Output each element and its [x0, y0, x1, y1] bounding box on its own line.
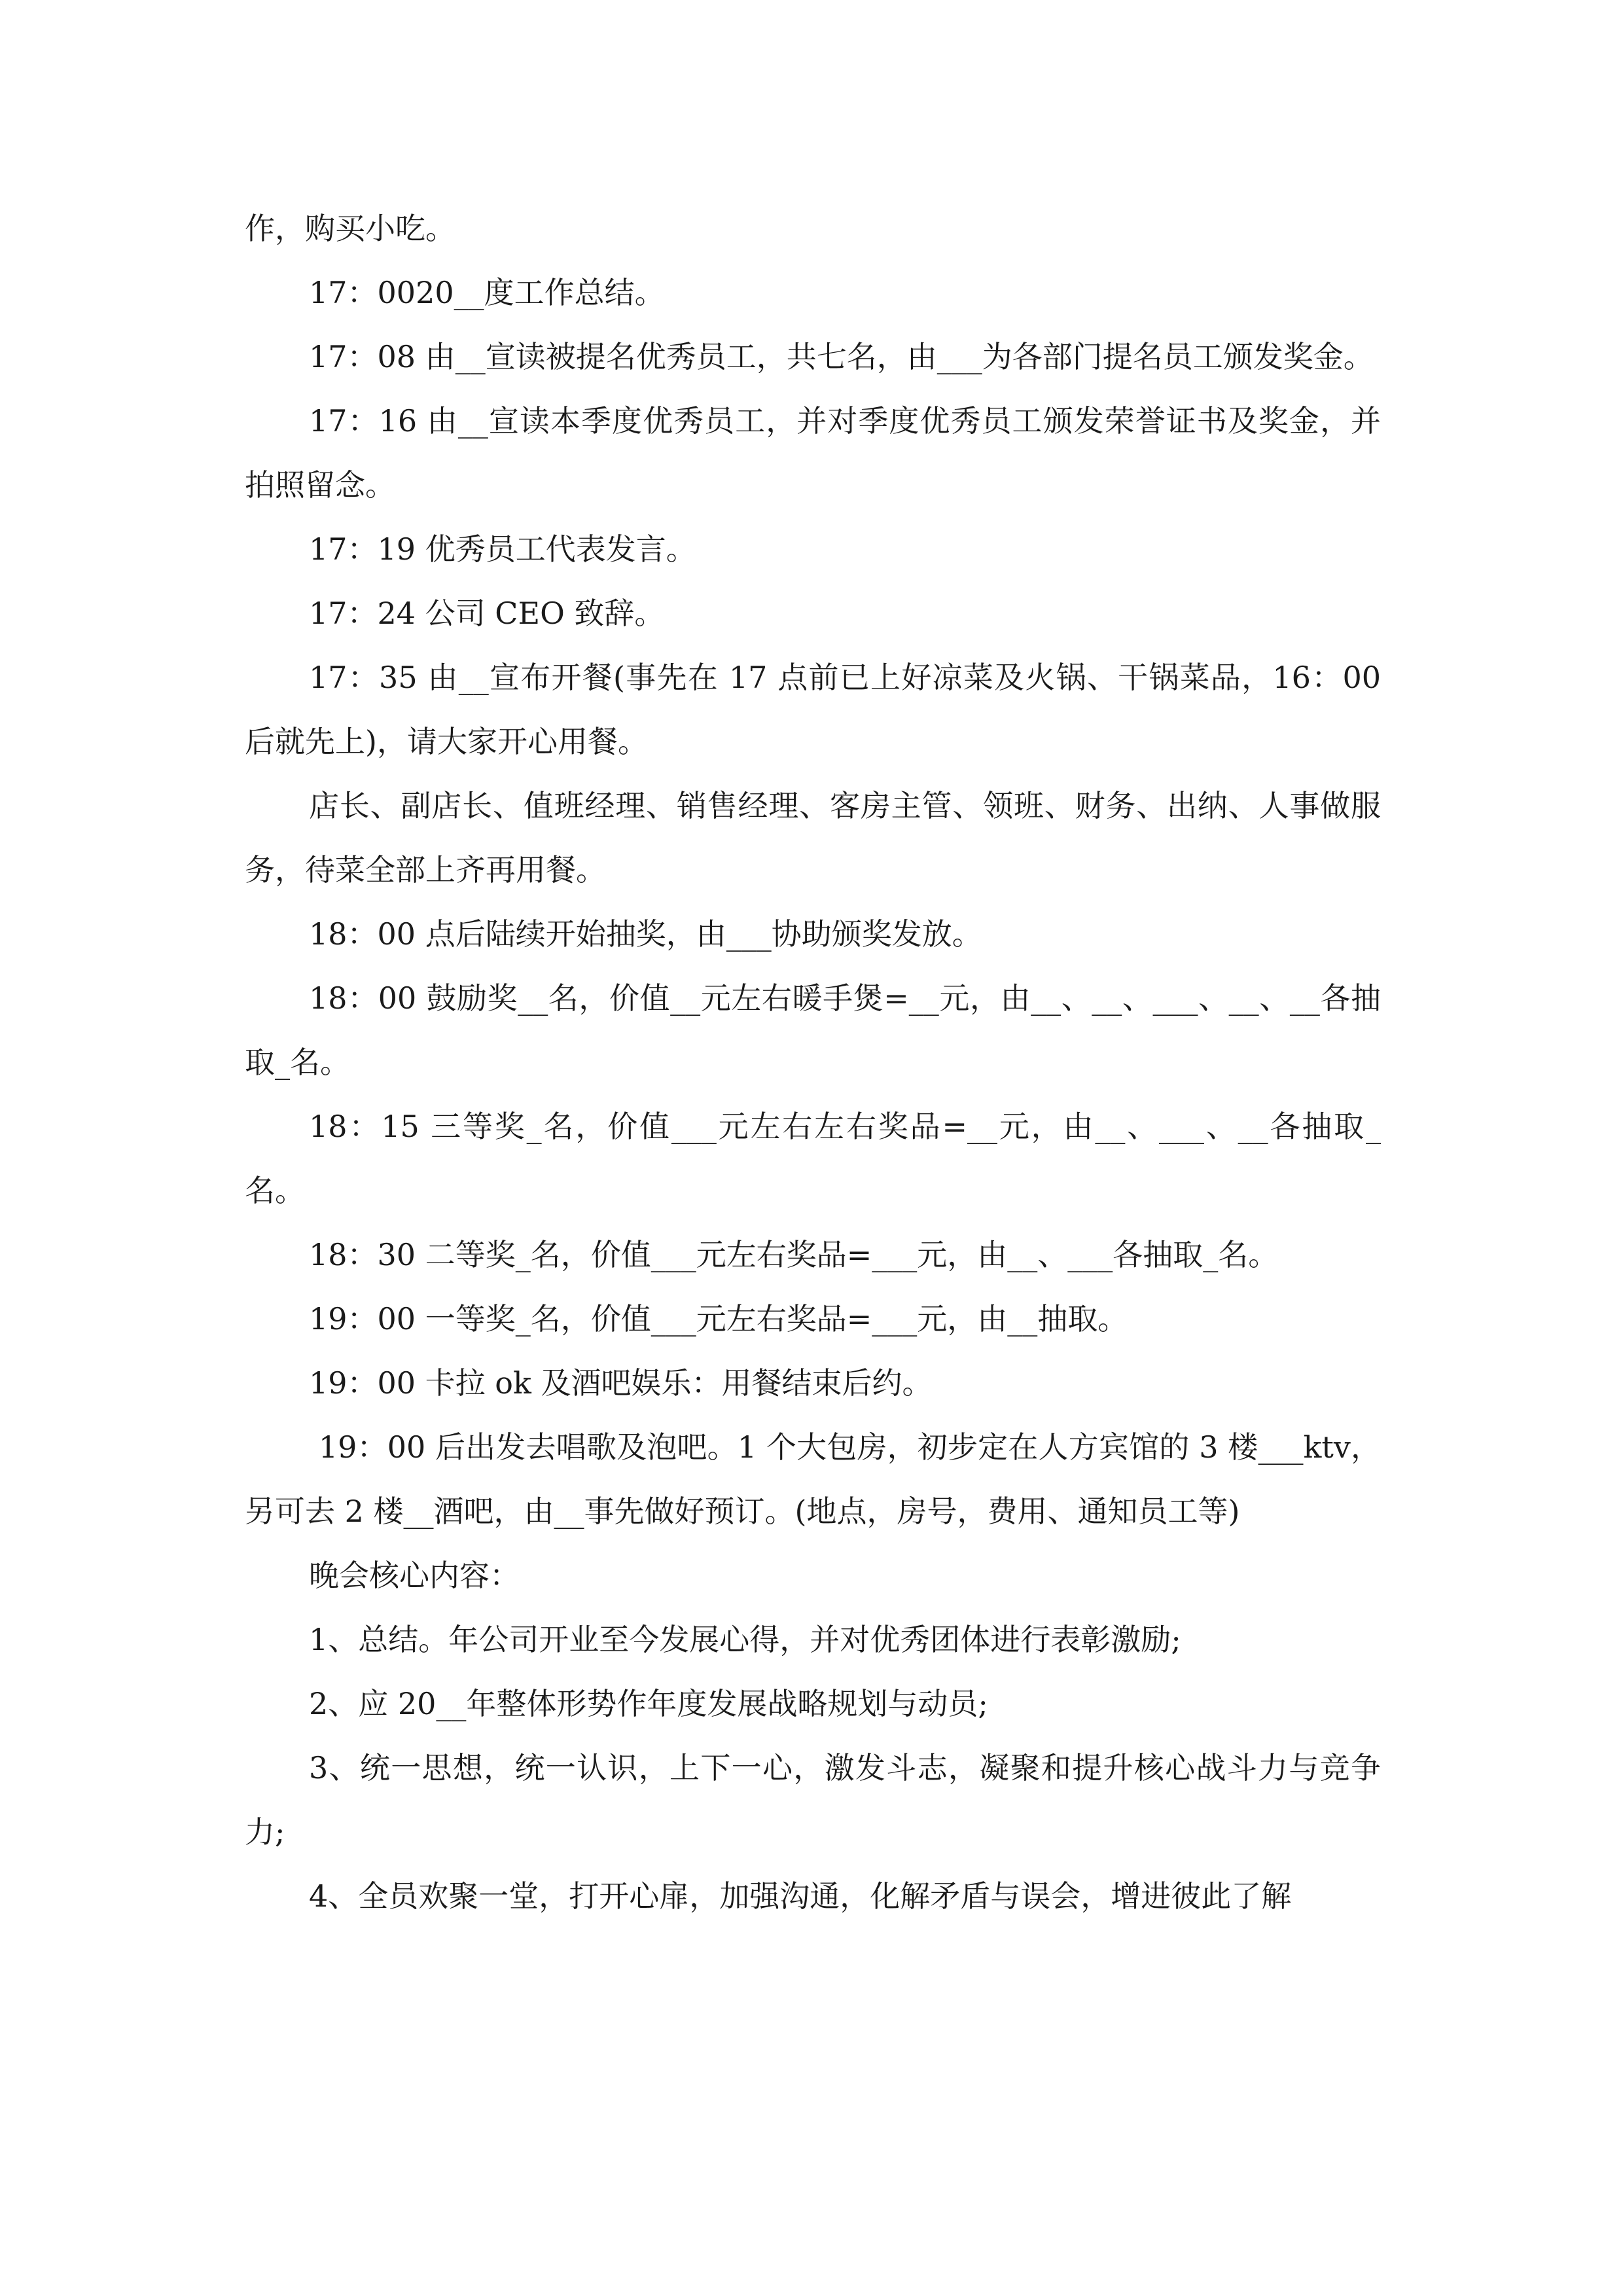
- document-body: [245, 196, 1391, 1928]
- paragraph: 19：00 卡拉 ok 及酒吧娱乐：用餐结束后约。: [309, 1365, 933, 1401]
- paragraph: 作，购买小吃。: [245, 211, 455, 246]
- paragraph: 17：35 由__宣布开餐(事先在 17 点前已上好凉菜及火锅、干锅菜品，16：00 后就先上)，请大家开心用餐。: [245, 660, 1391, 759]
- paragraph: 晚会核心内容：: [309, 1558, 520, 1593]
- paragraph: 17：16 由__宣读本季度优秀员工，并对季度优秀员工颁发荣誉证书及奖金，并拍照留念。: [245, 403, 1381, 503]
- paragraph: 18：00 点后陆续开始抽奖，由___协助颁奖发放。: [309, 916, 982, 952]
- paragraph: 2、应 20__年整体形势作年度发展战略规划与动员;: [309, 1686, 988, 1721]
- paragraph: 1、总结。年公司开业至今发展心得，并对优秀团体进行表彰激励;: [309, 1622, 1181, 1657]
- paragraph: 18：00 鼓励奖__名，价值__元左右暖手煲=__元，由__、__、___、__、__各抽取_名。: [245, 980, 1381, 1080]
- paragraph: 17：24 公司 CEO 致辞。: [309, 596, 665, 631]
- paragraph: 19：00 后出发去唱歌及泡吧。1 个大包房，初步定在人方宾馆的 3 楼___ktv，另可去 2 楼__酒吧，由__事先做好预订。(地点，房号，费用、通知员工等): [245, 1429, 1382, 1529]
- paragraph: 3、统一思想，统一认识，上下一心，激发斗志，凝聚和提升核心战斗力与竞争力;: [245, 1750, 1381, 1850]
- paragraph: 4、全员欢聚一堂，打开心扉，加强沟通，化解矛盾与误会，增进彼此了解: [309, 1878, 1292, 1914]
- paragraph: 18：30 二等奖_名，价值___元左右奖品=___元，由__、___各抽取_名。: [309, 1237, 1279, 1272]
- paragraph: 店长、副店长、值班经理、销售经理、客房主管、领班、财务、出纳、人事做服务，待菜全部上齐再用餐。: [245, 788, 1381, 888]
- paragraph: 17：08 由__宣读被提名优秀员工，共七名，由___为各部门提名员工颁发奖金。: [309, 339, 1374, 374]
- paragraph: 19：00 一等奖_名，价值___元左右奖品=___元，由__抽取。: [309, 1301, 1128, 1336]
- paragraph: 18：15 三等奖_名，价值___元左右左右奖品=__元，由__、___、__各抽取_名。: [245, 1109, 1381, 1208]
- paragraph: 17：19 优秀员工代表发言。: [309, 531, 696, 567]
- paragraph: 17：0020__度工作总结。: [309, 275, 665, 310]
